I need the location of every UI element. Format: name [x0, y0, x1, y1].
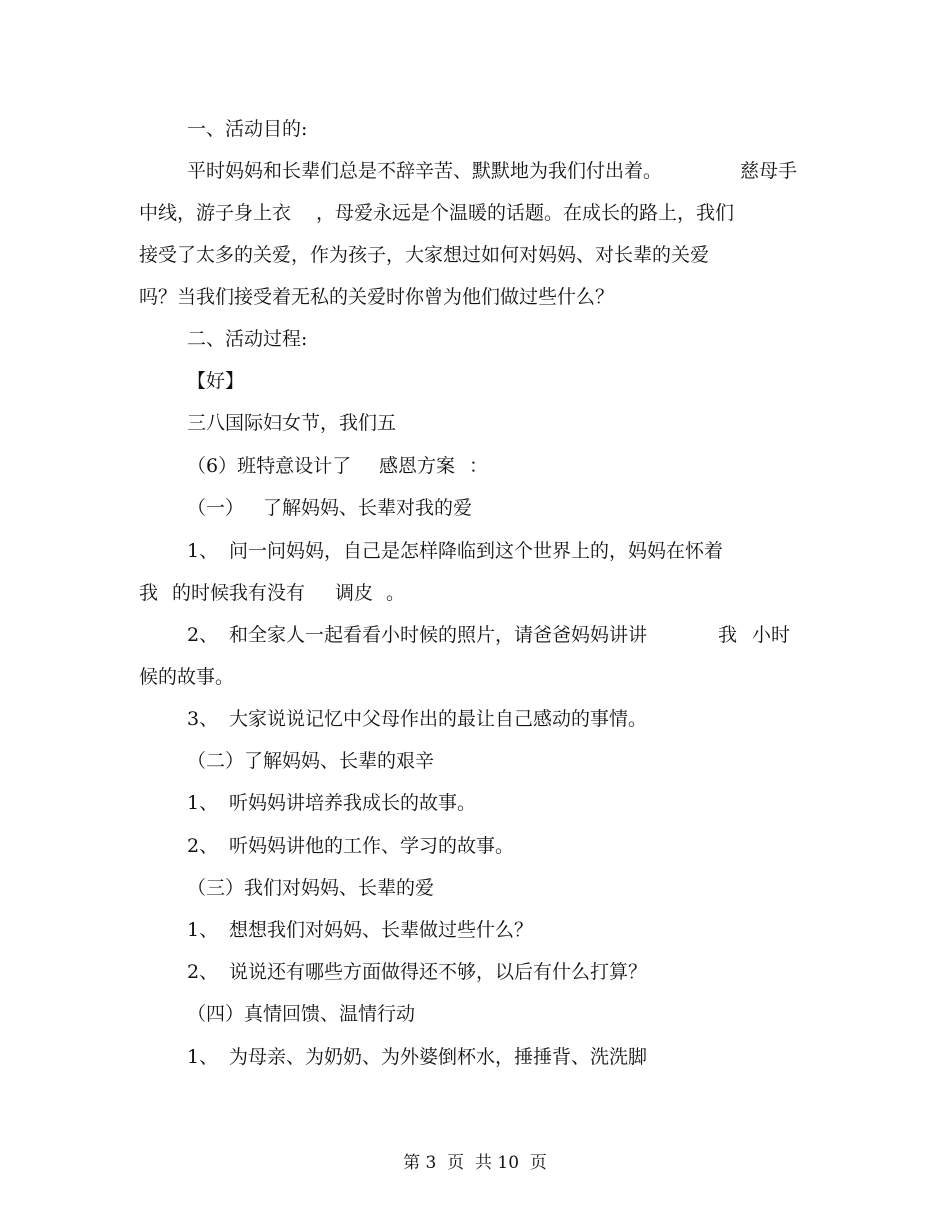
text-line: 平时妈妈和长辈们总是不辞辛苦、默默地为我们付出着。: [187, 160, 663, 182]
text-line: 听妈妈讲培养我成长的故事。: [229, 792, 477, 814]
text-line: （三）我们对妈妈、长辈的爱: [187, 877, 435, 899]
text-line: 了解妈妈、长辈对我的爱: [263, 497, 473, 519]
text-line: 候的故事。: [139, 666, 235, 688]
text-line: （二）了解妈妈、长辈的艰辛: [187, 750, 435, 772]
text-line: 三八国际妇女节，我们五: [187, 412, 397, 434]
text-line: 3、: [187, 708, 219, 730]
text-line: 2、: [187, 624, 219, 646]
text-line: 1、: [187, 1046, 219, 1068]
text-line: 2、: [187, 835, 219, 857]
text-line: 慈母手: [740, 160, 798, 182]
text-line: （6）班特意设计了: [187, 455, 352, 477]
text-line: 。: [386, 582, 406, 604]
text-line: （四）真情回馈、温情行动: [187, 1003, 416, 1025]
text-line: 为母亲、为奶奶、为外婆倒杯水，捶捶背、洗洗脚: [229, 1046, 648, 1068]
text-line: 和全家人一起看看小时候的照片，请爸爸妈妈讲讲: [229, 624, 648, 646]
text-line: 大家说说记忆中父母作出的最让自己感动的事情。: [229, 708, 648, 730]
text-line: 说说还有哪些方面做得还不够，以后有什么打算？: [229, 961, 648, 983]
text-line: 听妈妈讲他的工作、学习的故事。: [229, 835, 515, 857]
text-line: 二、活动过程:: [187, 328, 308, 350]
text-line: 吗？当我们接受着无私的关爱时你曾为他们做过些什么？: [139, 286, 615, 308]
text-line: 我: [718, 624, 738, 646]
text-line: 2、: [187, 961, 219, 983]
text-line: 想想我们对妈妈、长辈做过些什么？: [229, 919, 534, 941]
text-line: 1、: [187, 792, 219, 814]
text-line: 问一问妈妈，自己是怎样降临到这个世界上的，妈妈在怀着: [229, 540, 724, 562]
text-line: 感恩方案: [379, 455, 456, 477]
text-line: 的时候我有没有: [172, 582, 306, 604]
text-line: ，母爱永远是个温暖的话题。在成长的路上，我们: [316, 202, 735, 224]
text-line: 1、: [187, 919, 219, 941]
text-line: ：: [469, 455, 489, 477]
text-line: 调皮: [335, 582, 374, 604]
page-number: 第 3 页 共 10 页: [403, 1153, 547, 1173]
text-line: （一）: [187, 497, 245, 519]
text-line: 我: [139, 582, 159, 604]
text-line: 接受了太多的关爱，作为孩子，大家想过如何对妈妈、对长辈的关爱: [139, 244, 710, 266]
text-line: 【好】: [187, 370, 245, 392]
text-line: 小时: [752, 624, 791, 646]
text-line: 一、活动目的:: [187, 118, 308, 140]
text-line: 1、: [187, 540, 219, 562]
text-line: 中线，游子身上衣: [139, 202, 292, 224]
